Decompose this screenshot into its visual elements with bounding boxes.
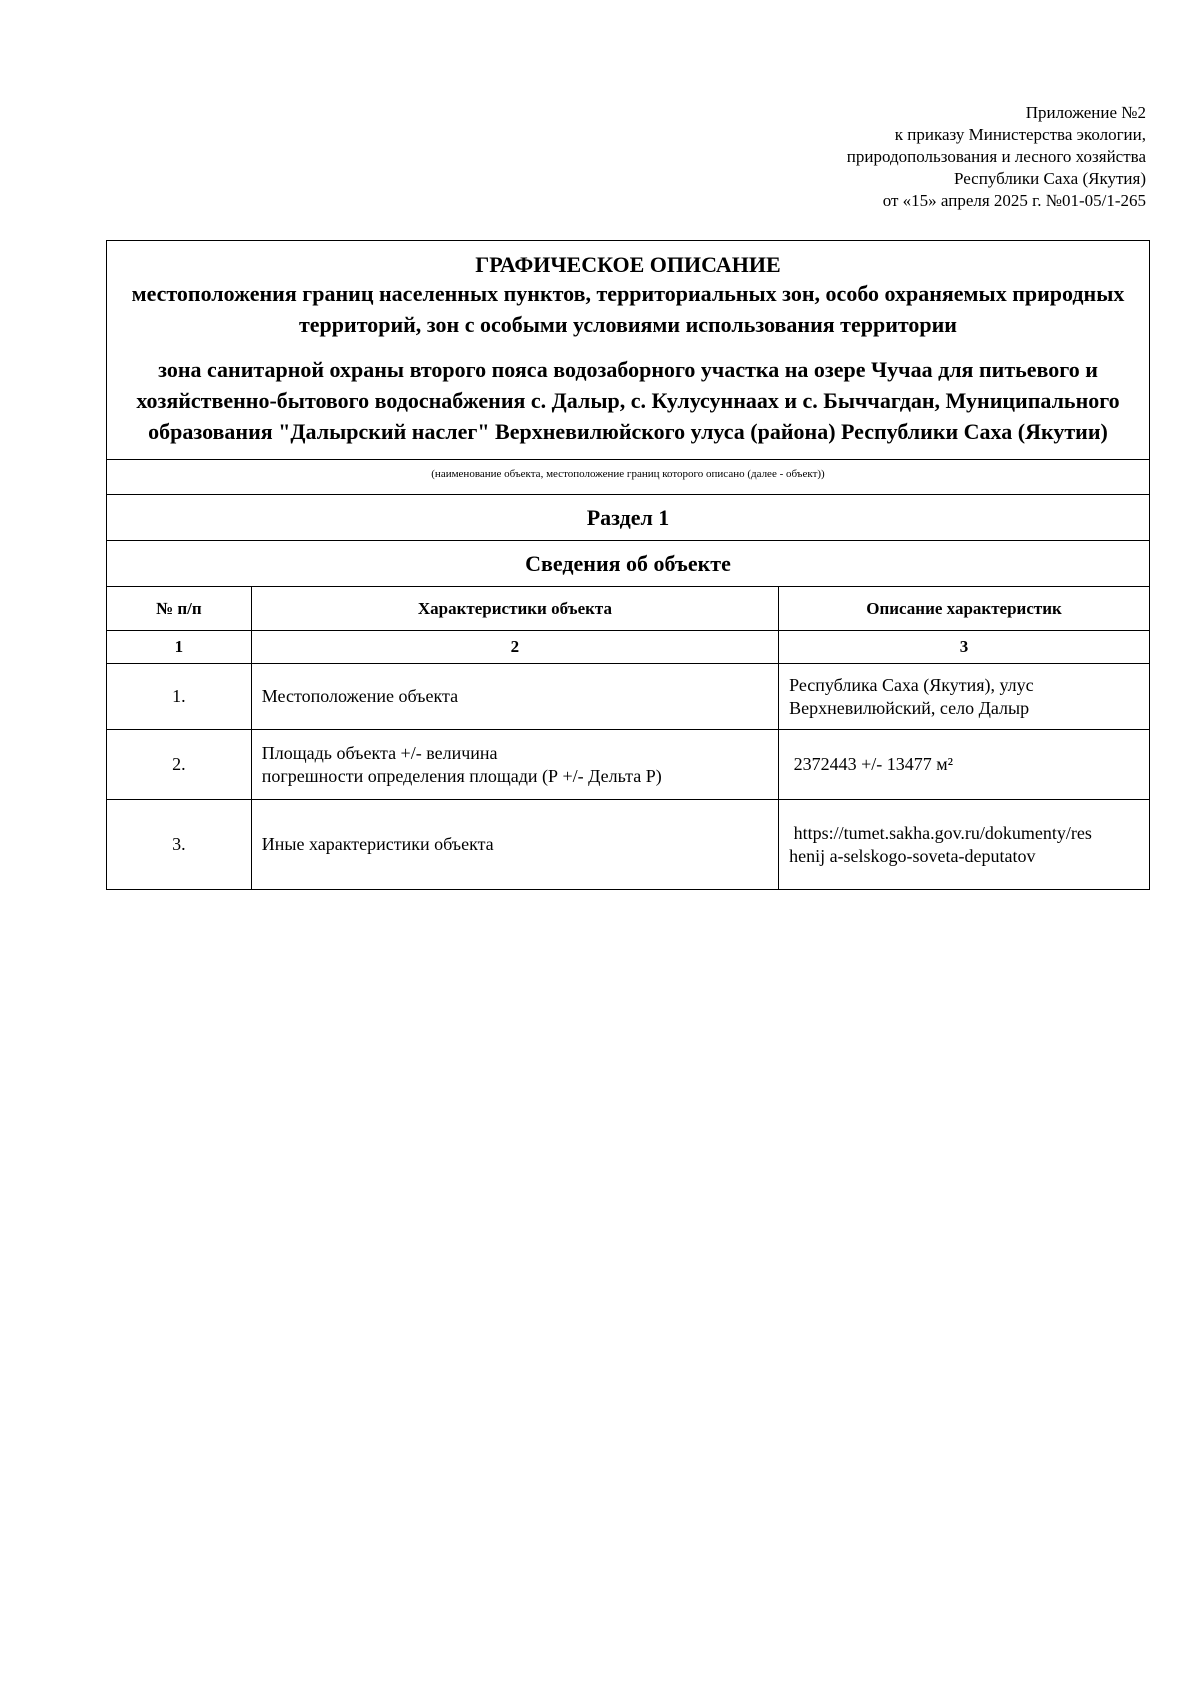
- appendix-line: от «15» апреля 2025 г. №01-05/1-265: [882, 191, 1146, 210]
- appendix-line: Приложение №2: [1025, 103, 1146, 122]
- title-cell: [107, 241, 1150, 460]
- row-characteristic: [251, 800, 778, 890]
- table-row: [107, 800, 1150, 890]
- characteristic-line: Площадь объекта +/- величина: [261, 742, 498, 763]
- appendix-line: природопользования и лесного хозяйства: [846, 147, 1146, 166]
- description-line: https://tumet.sakha.gov.ru/dokumenty/res: [789, 822, 1092, 843]
- table-row: [107, 664, 1150, 730]
- section-title: Раздел 1: [107, 495, 1150, 541]
- section-subtitle: Сведения об объекте: [107, 541, 1150, 587]
- description-line: Республика Саха (Якутия), улус: [789, 674, 1034, 695]
- row-description: [779, 800, 1150, 890]
- description-line: henij a-selskogo-soveta-deputatov: [789, 845, 1036, 866]
- object-name: зона санитарной охраны второго пояса водозаборного участка на озере Чучаа для питьевого и хозяйственно-бытового водоснабжения с. Далыр, с. Кулусуннаах и с. Быччагдан, Муниципального образования "Далырский наслег" Верхневилюйского улуса (района) Республики Саха (Якутии): [136, 357, 1120, 444]
- row-characteristic: [251, 730, 778, 800]
- spacer-row: [107, 460, 1150, 469]
- characteristic-line: Местоположение объекта: [261, 686, 459, 706]
- row-number: 1.: [107, 664, 252, 730]
- name-note: (наименование объекта, местоположение границ которого описано (далее - объект)): [107, 468, 1150, 495]
- title-row: [107, 241, 1150, 460]
- graphic-description-table: [106, 240, 1150, 890]
- appendix-block: [847, 102, 1146, 212]
- column-number: 3: [779, 631, 1150, 664]
- column-header-row: [107, 587, 1150, 631]
- section-row: [107, 495, 1150, 541]
- document-title: ГРАФИЧЕСКОЕ ОПИСАНИЕ: [475, 252, 781, 277]
- table-row: [107, 730, 1150, 800]
- row-number: 3.: [107, 800, 252, 890]
- appendix-line: Республики Саха (Якутия): [953, 169, 1146, 188]
- column-number: 2: [251, 631, 778, 664]
- appendix-line: к приказу Министерства экологии,: [894, 125, 1146, 144]
- document-subtitle: местоположения границ населенных пунктов, территориальных зон, особо охраняемых природных территорий, зон с особыми условиями использования территории: [131, 281, 1125, 337]
- row-characteristic: [251, 664, 778, 730]
- characteristic-line: Иные характеристики объекта: [261, 834, 494, 854]
- row-number: 2.: [107, 730, 252, 800]
- column-header: Описание характеристик: [779, 587, 1150, 631]
- characteristic-line: погрешности определения площади (Р +/- Дельта Р): [261, 765, 662, 786]
- note-row: [107, 468, 1150, 495]
- description-line: 2372443 +/- 13477 м²: [789, 754, 954, 774]
- row-description: [779, 664, 1150, 730]
- column-header: № п/п: [107, 587, 252, 631]
- column-header: Характеристики объекта: [251, 587, 778, 631]
- spacer-cell: [107, 460, 1150, 469]
- description-line: Верхневилюйский, село Далыр: [789, 697, 1030, 718]
- column-number-row: [107, 631, 1150, 664]
- row-description: [779, 730, 1150, 800]
- section-subtitle-row: [107, 541, 1150, 587]
- column-number: 1: [107, 631, 252, 664]
